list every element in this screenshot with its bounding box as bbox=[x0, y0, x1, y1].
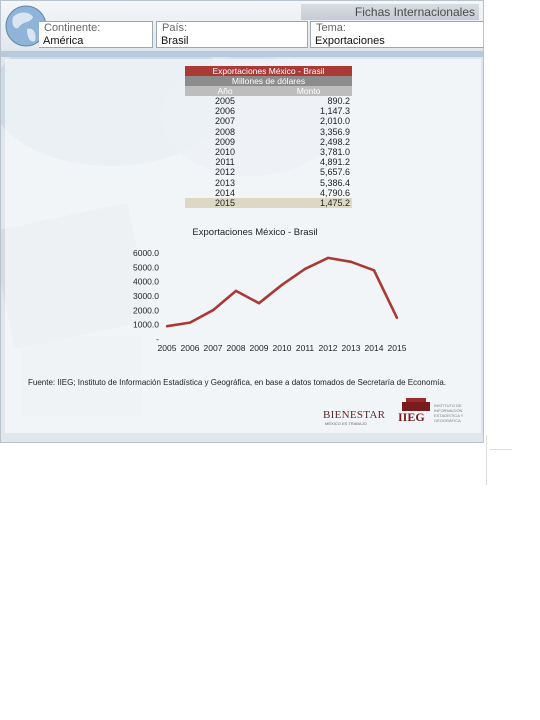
x-tick-label: 2010 bbox=[272, 343, 292, 353]
data-point bbox=[304, 268, 306, 270]
chart-title: Exportaciones México - Brasil bbox=[192, 227, 318, 238]
country-field bbox=[156, 21, 308, 48]
x-tick-label: 2013 bbox=[341, 343, 361, 353]
data-point bbox=[396, 317, 398, 319]
table-row bbox=[185, 167, 352, 177]
data-point bbox=[166, 325, 168, 327]
data-point bbox=[350, 261, 352, 263]
topic-value: Exportaciones bbox=[315, 35, 385, 47]
cell-amount: 2,498.2 bbox=[319, 136, 350, 147]
x-tick-label: 2011 bbox=[295, 343, 315, 353]
header-divider bbox=[1, 51, 484, 57]
x-tick-label: 2008 bbox=[226, 343, 246, 353]
topic-label: Tema: bbox=[316, 22, 346, 34]
table-row bbox=[185, 147, 352, 157]
cell-year: 2007 bbox=[214, 116, 236, 127]
data-point bbox=[189, 321, 191, 323]
table-subtitle: Millones de dólares bbox=[185, 76, 352, 86]
cell-year: 2006 bbox=[214, 106, 236, 117]
continent-value: América bbox=[43, 35, 84, 47]
iieg-logo-description: INSTITUTO DE INFORMACIÓN ESTADÍSTICA Y GEOGRÁFICA bbox=[434, 403, 464, 423]
cell-amount: 2,010.0 bbox=[319, 116, 350, 127]
y-tick-label: 3000.0 bbox=[133, 291, 159, 301]
table-row bbox=[185, 178, 352, 188]
table-row bbox=[185, 96, 352, 106]
table-row bbox=[185, 157, 352, 167]
cell-year: 2005 bbox=[214, 96, 236, 106]
page-edge-line bbox=[490, 449, 512, 450]
table-row bbox=[185, 116, 352, 126]
y-tick-label: 1000.0 bbox=[133, 319, 159, 330]
x-tick-label: 2014 bbox=[364, 343, 384, 353]
data-point bbox=[327, 257, 329, 259]
source-note: Fuente: IIEG; Instituto de Información Estadística y Geográfica, en base a datos tomados de Secretaría de Economía. bbox=[28, 378, 447, 387]
y-tick-label: 5000.0 bbox=[133, 262, 159, 273]
table-row bbox=[185, 188, 352, 198]
country-value: Brasil bbox=[161, 35, 189, 47]
cell-year: 2013 bbox=[214, 177, 236, 188]
table-row bbox=[185, 127, 352, 137]
bienestar-logo-word: BIENESTAR bbox=[323, 409, 386, 421]
table-header-row bbox=[185, 86, 352, 96]
data-point bbox=[235, 290, 237, 292]
cell-amount: 1,475.2 bbox=[319, 197, 350, 208]
x-tick-label: 2005 bbox=[157, 343, 177, 353]
y-tick-label: 6000.0 bbox=[133, 248, 159, 258]
data-point bbox=[212, 309, 214, 311]
table-title: Exportaciones México - Brasil bbox=[185, 66, 352, 76]
cell-year: 2010 bbox=[214, 146, 236, 157]
series-line bbox=[167, 258, 397, 326]
y-tick-label: - bbox=[156, 334, 159, 344]
cell-amount: 1,147.3 bbox=[319, 106, 350, 117]
cell-amount: 4,790.6 bbox=[319, 187, 350, 198]
app-title: Fichas Internacionales bbox=[301, 4, 479, 20]
y-tick-label: 2000.0 bbox=[133, 305, 159, 316]
table-row-highlighted bbox=[185, 198, 352, 208]
cell-year: 2008 bbox=[214, 126, 236, 137]
column-header-amount: Monto bbox=[296, 86, 321, 96]
topic-field bbox=[310, 21, 484, 48]
cell-amount: 3,356.9 bbox=[319, 126, 350, 137]
cell-amount: 4,891.2 bbox=[319, 157, 350, 168]
iieg-logo bbox=[398, 398, 478, 428]
exports-table bbox=[185, 66, 352, 208]
data-point bbox=[281, 284, 283, 286]
x-tick-label: 2009 bbox=[249, 343, 269, 353]
x-tick-label: 2015 bbox=[387, 343, 407, 353]
cell-year: 2015 bbox=[214, 197, 236, 208]
y-axis bbox=[133, 248, 159, 344]
x-tick-label: 2006 bbox=[180, 343, 200, 353]
bienestar-logo bbox=[323, 401, 386, 427]
continent-label: Continente: bbox=[44, 22, 101, 34]
data-point bbox=[258, 302, 260, 304]
bienestar-logo-tagline: MÉXICO ES TRABAJO bbox=[325, 421, 367, 426]
data-point bbox=[373, 269, 375, 271]
x-tick-label: 2007 bbox=[203, 343, 223, 353]
page-edge-line bbox=[486, 435, 487, 485]
country-label: País: bbox=[162, 22, 188, 34]
cell-year: 2012 bbox=[214, 167, 236, 178]
table-row bbox=[185, 106, 352, 116]
table-row bbox=[185, 137, 352, 147]
exports-line-chart bbox=[135, 245, 415, 360]
x-axis bbox=[158, 343, 407, 353]
cell-year: 2009 bbox=[214, 136, 236, 147]
y-tick-label: 4000.0 bbox=[133, 276, 159, 287]
continent-field bbox=[39, 21, 153, 48]
cell-amount: 3,781.0 bbox=[319, 146, 350, 157]
cell-amount: 890.2 bbox=[327, 96, 350, 106]
cell-amount: 5,657.6 bbox=[319, 167, 350, 178]
cell-amount: 5,386.4 bbox=[319, 177, 350, 188]
cell-year: 2011 bbox=[215, 157, 235, 168]
x-tick-label: 2012 bbox=[318, 343, 338, 353]
iieg-logo-mark: IIEG bbox=[398, 410, 425, 424]
cell-year: 2014 bbox=[214, 187, 236, 198]
column-header-year: Año bbox=[217, 86, 233, 96]
